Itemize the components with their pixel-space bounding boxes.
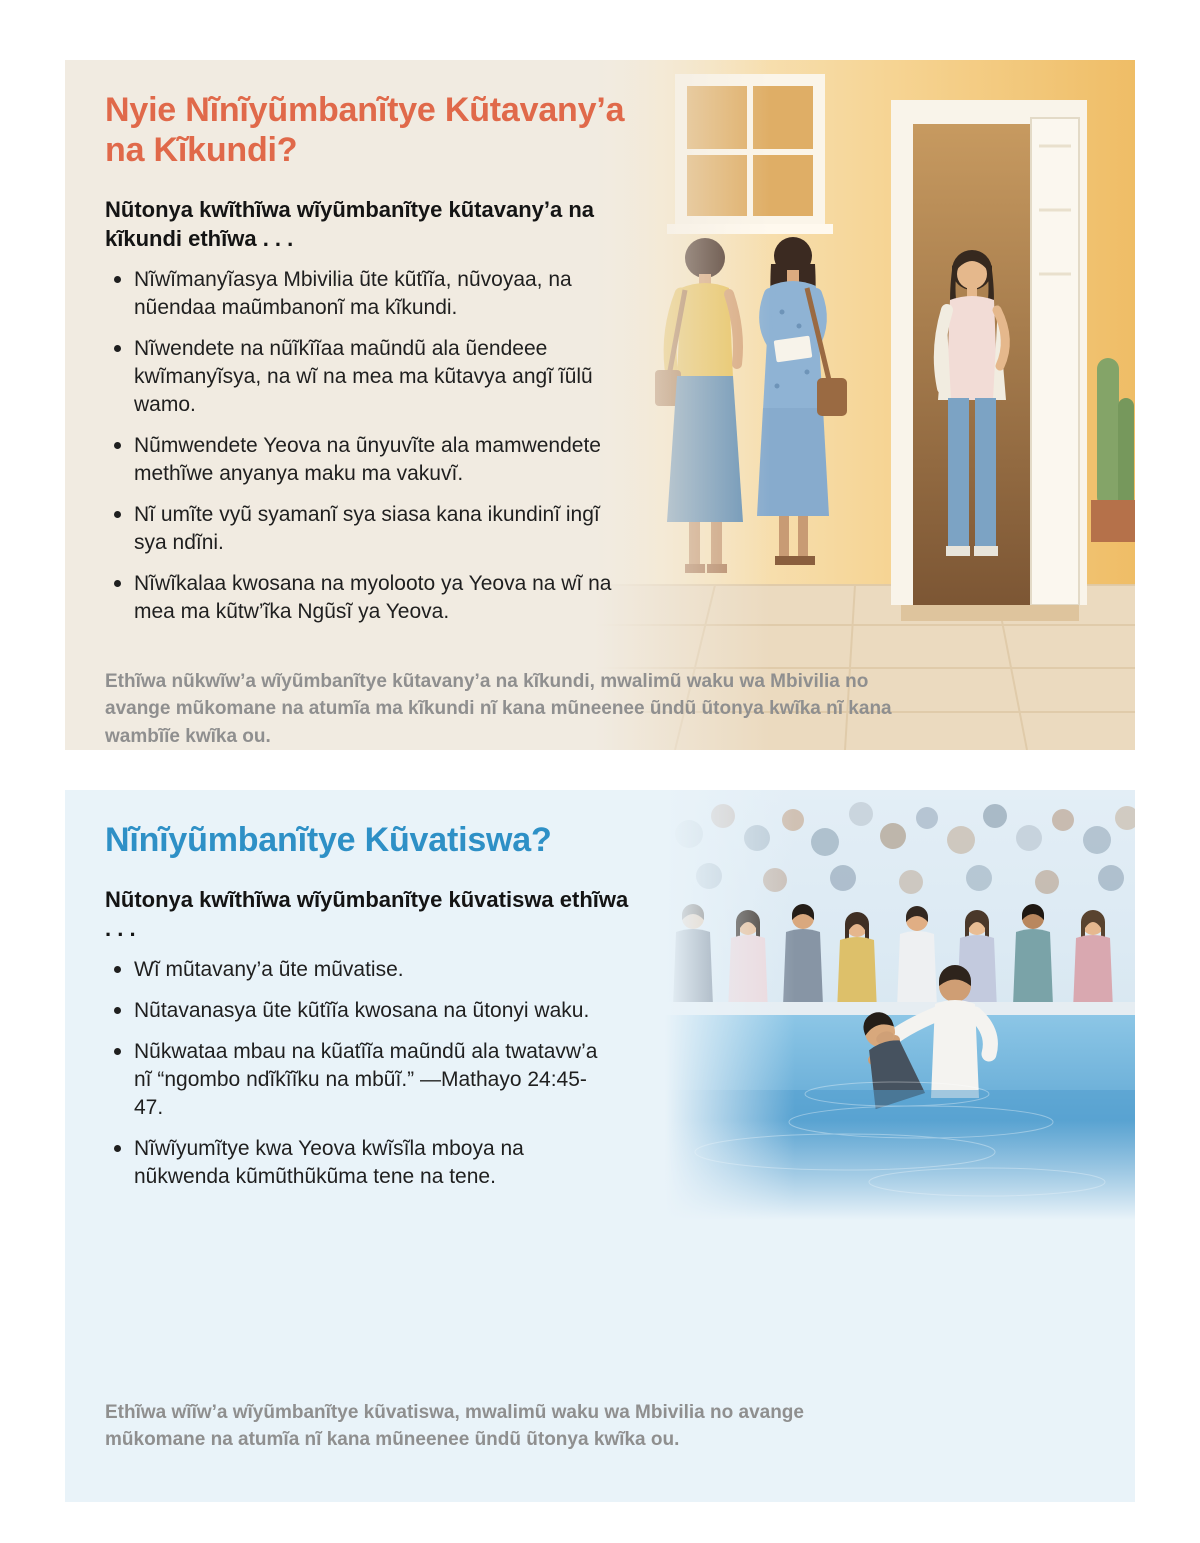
preaching-bullet-list bbox=[105, 266, 645, 625]
bullet-text: Nũkwataa mbau na kũatĩĩa maũndũ ala twatavw’a nĩ “ngombo ndĩkĩĩku na mbũĩ.” —Mathayo 24:45-47. bbox=[134, 1040, 598, 1119]
preaching-lead: Nũtonya kwĩthĩwa wĩyũmbanĩtye kũtavany’a na kĩkundi ethĩwa . . . bbox=[105, 197, 595, 251]
baptism-title: Nĩnĩyũmbanĩtye Kũvatiswa? bbox=[105, 821, 552, 859]
bullet-item bbox=[105, 501, 645, 557]
bullet-text: Nĩwendete na nũĩkĩĩaa maũndũ ala ũendeee kwĩmanyĩsya, na wĩ na mea ma kũtavya angĩ ĩũlũ wamo. bbox=[134, 337, 593, 417]
baptism-content bbox=[65, 790, 1135, 1454]
bullet-item bbox=[105, 997, 645, 1025]
preaching-content bbox=[65, 60, 1135, 750]
preaching-title: Nyie Nĩnĩyũmbanĩtye Kũtavany’a na Kĩkundi? bbox=[105, 91, 625, 170]
bullet-text: Nĩwĩmanyĩasya Mbivilia ũte kũtĩĩa, nũvoyaa, na nũendaa maũmbanonĩ ma kĩkundi. bbox=[134, 268, 572, 320]
preaching-footnote: Ethĩwa nũkwĩw’a wĩyũmbanĩtye kũtavany’a na kĩkundi, mwalimũ waku wa Mbivilia no avange mũkomane na atumĩa ma kĩkundi nĩ kana mũneenee ũndũ ũtonya kwĩka nĩ kana wambĩĩe kwĩka ou. bbox=[105, 670, 892, 747]
bullet-dot bbox=[114, 345, 121, 352]
bullet-text: Nĩwĩyumĩtye kwa Yeova kwĩsĩla mboya na nũkwenda kũmũthũkũma tene na tene. bbox=[134, 1136, 524, 1188]
bullet-dot bbox=[114, 580, 121, 587]
bullet-dot bbox=[114, 1007, 121, 1014]
bullet-item bbox=[105, 432, 645, 488]
bullet-item bbox=[105, 266, 645, 322]
bullet-text: Nĩwĩkalaa kwosana na myolooto ya Yeova na wĩ na mea ma kũtw’ĩka Ngũsĩ ya Yeova. bbox=[134, 571, 612, 623]
bullet-item bbox=[105, 956, 645, 984]
bullet-text: Nũmwendete Yeova na ũnyuvĩte ala mamwendete methĩwe anyanya maku ma vakuvĩ. bbox=[134, 434, 601, 485]
bullet-item bbox=[105, 1038, 645, 1122]
section-baptism bbox=[65, 790, 1135, 1502]
bullet-dot bbox=[114, 1145, 121, 1152]
bullet-dot bbox=[114, 442, 121, 449]
baptism-footnote: Ethĩwa wĩĩw’a wĩyũmbanĩtye kũvatiswa, mwalimũ waku wa Mbivilia no avange mũkomane na atumĩa nĩ kana mũneenee ũndũ ũtonya kwĩka ou. bbox=[105, 1401, 804, 1451]
baptism-bullet-list bbox=[105, 956, 645, 1190]
bullet-dot bbox=[114, 966, 121, 973]
bullet-dot bbox=[114, 1048, 121, 1055]
bullet-dot bbox=[114, 511, 121, 518]
bullet-item bbox=[105, 1135, 645, 1191]
section-preaching bbox=[65, 60, 1135, 750]
bullet-dot bbox=[114, 276, 121, 283]
baptism-lead: Nũtonya kwĩthĩwa wĩyũmbanĩtye kũvatiswa ethĩwa . . . bbox=[105, 887, 629, 941]
bullet-text: Nũtavanasya ũte kũtĩĩa kwosana na ũtonyi waku. bbox=[134, 999, 590, 1023]
bullet-text: Nĩ umĩte vyũ syamanĩ sya siasa kana ikundinĩ ingĩ sya ndĩni. bbox=[134, 502, 600, 554]
bullet-text: Wĩ mũtavany’a ũte mũvatise. bbox=[134, 958, 404, 982]
bullet-item bbox=[105, 335, 645, 419]
bullet-item bbox=[105, 570, 645, 626]
